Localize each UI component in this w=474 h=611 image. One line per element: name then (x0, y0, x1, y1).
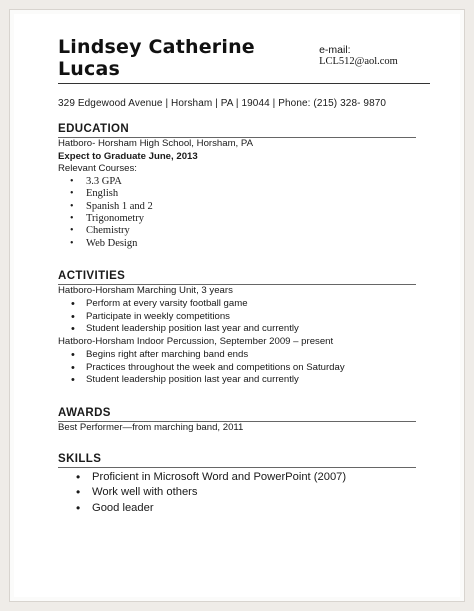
section-title-education: EDUCATION (58, 123, 130, 135)
resume-sheet (14, 14, 460, 597)
list-item: • Participate in weekly competitions (58, 311, 430, 324)
list-item: • Web Design (58, 238, 430, 250)
email-line (319, 44, 430, 67)
graduation-date: Expect to Graduate June, 2013 (58, 150, 198, 162)
award-entry: Best Performer—from marching band, 2011 (58, 422, 244, 434)
list-item: • Begins right after marching band ends (58, 349, 430, 362)
activity-list (58, 298, 430, 336)
contact-address: 329 Edgewood Avenue | Horsham | PA | 19044 | Phone: (215) 328- 9870 (58, 98, 387, 109)
resume-content (58, 36, 430, 516)
courses-label: Relevant Courses: (58, 163, 137, 175)
skills-list (58, 470, 430, 517)
list-item: • Student leadership position last year and currently (58, 374, 430, 387)
list-item: • Trigonometry (58, 213, 430, 225)
candidate-name: Lindsey Catherine Lucas (58, 36, 255, 80)
activity-heading: Hatboro-Horsham Marching Unit, 3 years (58, 285, 233, 297)
header-divider (58, 83, 430, 84)
school-name: Hatboro- Horsham High School, Horsham, PA (58, 138, 253, 149)
email-label: e-mail: (319, 44, 351, 56)
list-item: • Chemistry (58, 225, 430, 237)
list-item: • Practices throughout the week and competitions on Saturday (58, 362, 430, 375)
section-divider (58, 467, 416, 468)
header (58, 36, 430, 80)
list-item: • Spanish 1 and 2 (58, 201, 430, 213)
activity-heading: Hatboro-Horsham Indoor Percussion, September 2009 – present (58, 336, 334, 348)
list-item: • English (58, 188, 430, 200)
email-address: LCL512@aol.com (319, 56, 398, 67)
list-item: • Proficient in Microsoft Word and PowerPoint (2007) (58, 470, 430, 486)
list-item: • Work well with others (58, 485, 430, 501)
list-item: • Good leader (58, 501, 430, 517)
activity-list (58, 349, 430, 387)
activities-section (58, 270, 430, 387)
list-item: • Student leadership position last year and currently (58, 323, 430, 336)
section-title-awards: AWARDS (58, 407, 111, 420)
course-list (58, 176, 430, 250)
list-item: • 3.3 GPA (58, 176, 430, 188)
list-item: • Perform at every varsity football game (58, 298, 430, 311)
skills-section (58, 453, 430, 517)
section-title-skills: SKILLS (58, 452, 102, 465)
education-section (58, 123, 430, 250)
section-title-activities: ACTIVITIES (58, 270, 126, 283)
awards-section (58, 407, 430, 435)
